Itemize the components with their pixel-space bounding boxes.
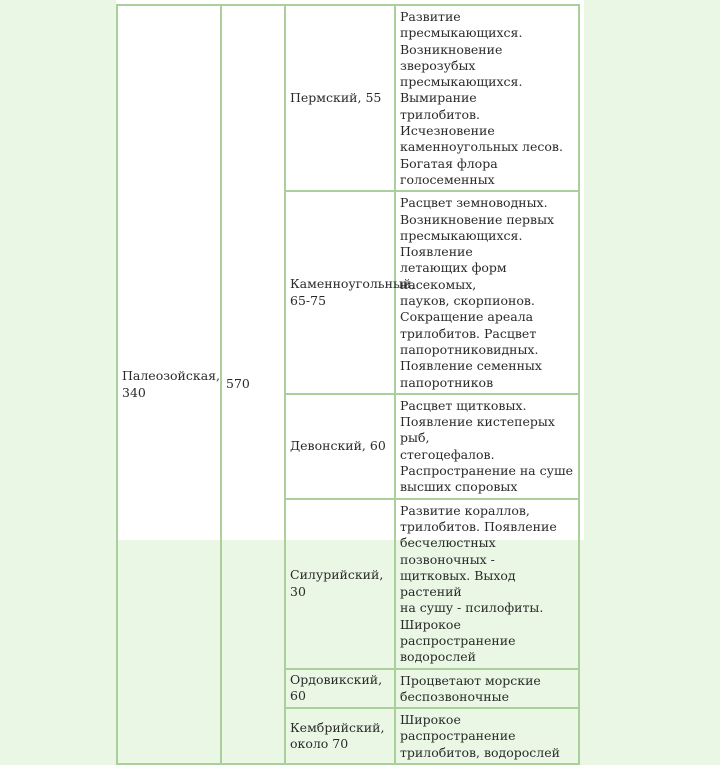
period-name-cell: Кембрийский, около 70 <box>285 708 395 764</box>
period-name-cell: Каменноугольный, 65-75 <box>285 191 395 394</box>
event-line: трилобитов. Появление <box>400 518 557 534</box>
event-line: каменноугольных лесов. <box>400 139 563 155</box>
event-line: трилобитов. Расцвет <box>400 325 537 341</box>
period-events-cell <box>395 191 579 394</box>
period-name-cell: Девонский, 60 <box>285 394 395 499</box>
table-row-permian <box>117 5 579 191</box>
event-line: папоротниковидных. <box>400 341 539 357</box>
event-line: Появление семенных <box>400 358 542 374</box>
period-events-cell <box>395 5 579 191</box>
event-line: Процветают морские <box>400 672 541 688</box>
event-line: Сокращение ареала <box>400 309 534 325</box>
event-line: стегоцефалов. <box>400 446 495 462</box>
era-cell: Палеозойская, 340 <box>117 5 221 764</box>
event-line: летающих форм насекомых, <box>400 260 507 292</box>
event-line: трилобитов. Исчезновение <box>400 106 495 139</box>
event-line: Широкое распространение <box>400 616 516 648</box>
event-line: пресмыкающихся. Вымирание <box>400 74 523 106</box>
geochronology-table <box>116 4 580 765</box>
event-line: папоротников <box>400 374 494 390</box>
event-line: щитковых. Выход растений <box>400 567 516 600</box>
document-page <box>116 0 584 760</box>
period-name-cell: Ордовикский, 60 <box>285 669 395 709</box>
era-duration-cell: 570 <box>221 5 285 764</box>
event-line: беспозвоночные <box>400 688 509 704</box>
event-line: бесчелюстных позвоночных - <box>400 535 496 567</box>
period-name-cell: Силурийский, 30 <box>285 499 395 669</box>
event-line: пауков, скорпионов. <box>400 293 535 309</box>
event-line: водорослей <box>400 649 476 665</box>
event-line: трилобитов, водорослей <box>400 744 560 760</box>
event-line: Расцвет земноводных. <box>400 195 548 211</box>
event-line: высших споровых <box>400 479 518 495</box>
event-line: пресмыкающихся. Появление <box>400 227 523 260</box>
event-line: Возникновение зверозубых <box>400 41 503 73</box>
period-events-cell <box>395 708 579 764</box>
event-line: Развитие пресмыкающихся. <box>400 9 523 41</box>
event-line: Богатая флора голосеменных <box>400 155 498 187</box>
event-line: Возникновение первых <box>400 211 555 227</box>
event-line: Широкое распространение <box>400 712 516 744</box>
event-line: на сушу - псилофиты. <box>400 600 544 616</box>
event-line: Расцвет щитковых. <box>400 397 527 413</box>
event-line: Развитие кораллов, <box>400 502 530 518</box>
period-events-cell <box>395 669 579 709</box>
event-line: Распространение на суше <box>400 463 573 479</box>
period-name-cell: Пермский, 55 <box>285 5 395 191</box>
event-line: Появление кистеперых рыб, <box>400 414 555 446</box>
period-events-cell <box>395 394 579 499</box>
period-events-cell <box>395 499 579 669</box>
